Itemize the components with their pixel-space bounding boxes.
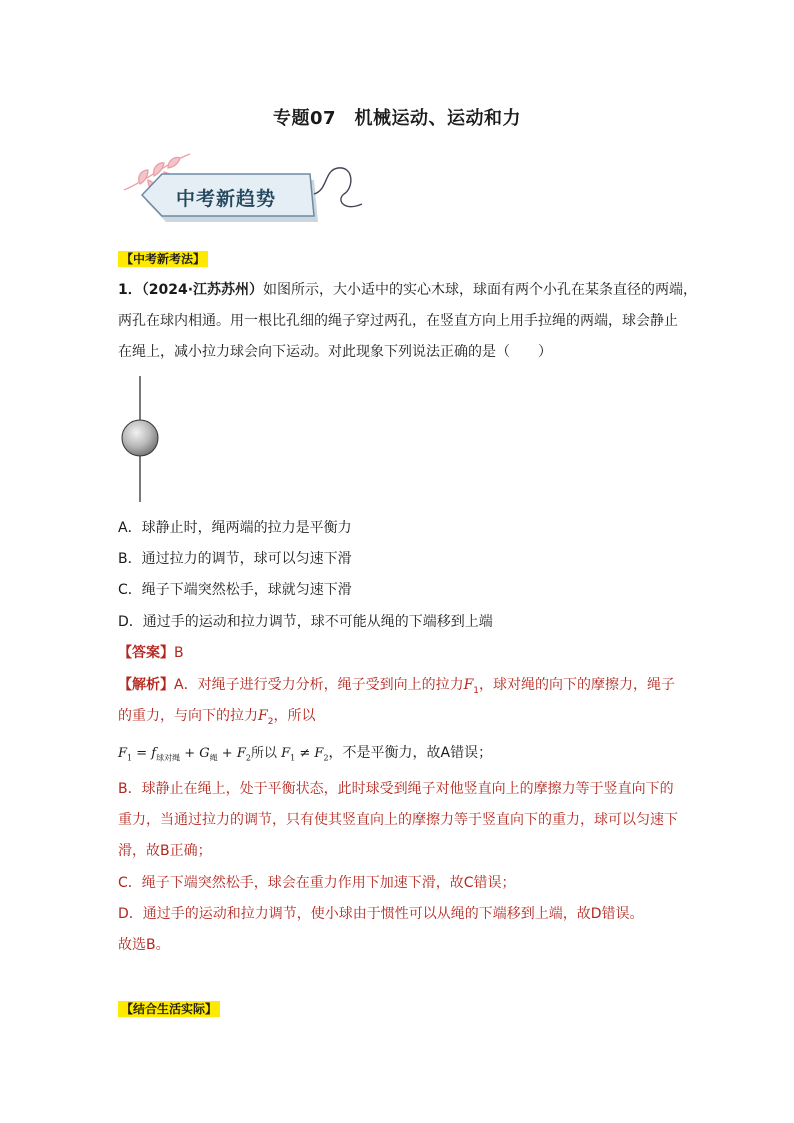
analysis-b-line-3: 滑，故B正确； bbox=[118, 843, 212, 859]
formula-tail: ，不是平衡力，故A错误； bbox=[328, 745, 493, 761]
analysis-conclusion: 故选B。 bbox=[118, 937, 170, 953]
analysis-text-2a: 的重力，与向下的拉力 bbox=[118, 708, 258, 724]
question-line-2: 两孔在球内相通。用一根比孔细的绳子穿过两孔，在竖直方向上用手拉绳的两端，球会静止 bbox=[118, 313, 678, 329]
question-line-1 bbox=[118, 280, 698, 300]
formula-neq-left-sub: 1 bbox=[290, 753, 296, 763]
var-f2: F bbox=[258, 708, 268, 724]
analysis-b-line-2: 重力，当通过拉力的调节，只有使其竖直向上的摩擦力等于竖直向下的重力，球可以匀速下 bbox=[118, 812, 678, 828]
formula-f2-sub: 2 bbox=[245, 753, 251, 763]
wooden-ball bbox=[122, 420, 158, 456]
analysis-text-1b: ，球对绳的向下的摩擦力，绳子 bbox=[479, 677, 676, 693]
option-c: C．绳子下端突然松手，球就匀速下滑 bbox=[118, 582, 352, 598]
analysis-c-line: C．绳子下端突然松手，球会在重力作用下加速下滑，故C错误； bbox=[118, 875, 516, 891]
section-tag-label: 【中考新考法】 bbox=[118, 251, 208, 267]
formula-f-sub: 球对绳 bbox=[156, 753, 181, 763]
question-number: 1． bbox=[118, 282, 142, 298]
formula-lhs-sub: 1 bbox=[127, 753, 133, 763]
formula-lhs: F bbox=[118, 746, 128, 761]
question-source: （2024·江苏苏州） bbox=[141, 282, 264, 298]
var-f1-sub: 1 bbox=[473, 685, 480, 696]
question-text-1: 如图所示，大小适中的实心木球，球面有两个小孔在某条直径的两端， bbox=[263, 282, 698, 298]
formula-g-sub: 绳 bbox=[209, 753, 218, 763]
formula-f: f bbox=[151, 746, 157, 761]
analysis-label: 【解析】 bbox=[118, 677, 174, 693]
section-tag-life-label: 【结合生活实际】 bbox=[118, 1001, 220, 1017]
banner-label: 中考新趋势 bbox=[176, 188, 277, 210]
analysis-formula: $F_1 = f_{球对绳} + G_绳 + F_2$所以 $F_1 \ne F_2$，不是平衡力，故A错误； bbox=[118, 745, 493, 763]
section-tag-new-method bbox=[118, 248, 208, 267]
formula-g: G bbox=[199, 746, 210, 761]
formula-f2: F bbox=[236, 746, 246, 761]
squiggle-decoration bbox=[314, 168, 362, 207]
question-line-3: 在绳上，减小拉力球会向下运动。对此现象下列说法正确的是（ ） bbox=[118, 344, 552, 360]
answer-value: B bbox=[174, 645, 184, 661]
ball-on-rope-figure bbox=[118, 376, 178, 502]
analysis-line-2 bbox=[118, 706, 688, 732]
page-title: 专题07 机械运动、运动和力 bbox=[272, 108, 522, 129]
formula-mid: 所以 bbox=[250, 746, 277, 761]
formula-neq-right: F bbox=[314, 746, 324, 761]
var-f1: F bbox=[463, 677, 474, 693]
var-f2-sub: 2 bbox=[267, 716, 274, 727]
answer-line bbox=[118, 643, 688, 663]
analysis-line-1 bbox=[118, 675, 688, 701]
option-a: A．球静止时，绳两端的拉力是平衡力 bbox=[118, 520, 352, 536]
option-b: B．通过拉力的调节，球可以匀速下滑 bbox=[118, 551, 352, 567]
section-tag-life bbox=[118, 998, 220, 1017]
formula-neq-left: F bbox=[281, 746, 291, 761]
option-d: D．通过手的运动和拉力调节，球不可能从绳的下端移到上端 bbox=[118, 614, 493, 630]
analysis-text-2b: ，所以 bbox=[273, 708, 316, 724]
analysis-text-1: A．对绳子进行受力分析，绳子受到向上的拉力 bbox=[174, 677, 464, 693]
formula-neq-right-sub: 2 bbox=[323, 753, 329, 763]
answer-label: 【答案】 bbox=[118, 645, 174, 661]
analysis-d-line: D．通过手的运动和拉力调节，使小球由于惯性可以从绳的下端移到上端，故D错误。 bbox=[118, 906, 644, 922]
analysis-b-line-1: B．球静止在绳上，处于平衡状态，此时球受到绳子对他竖直向上的摩擦力等于竖直向下的 bbox=[118, 781, 674, 797]
